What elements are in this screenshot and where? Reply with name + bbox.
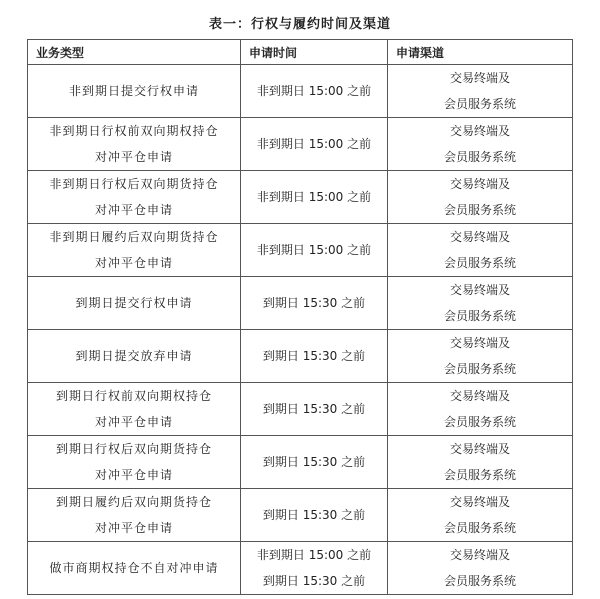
header-row: [28, 40, 573, 65]
application-time-line: 非到期日 15:00 之前: [256, 243, 372, 257]
business-type-cell: [28, 277, 241, 330]
table-row: [28, 277, 573, 330]
application-channel-line: 会员服务系统: [443, 574, 516, 588]
rights-exercise-table: [27, 39, 573, 595]
application-channel-line: 交易终端及: [449, 336, 510, 350]
application-channel-cell: [388, 436, 573, 489]
application-time-cell: [241, 436, 388, 489]
table-row: [28, 542, 573, 595]
application-time-cell: [241, 330, 388, 383]
application-time-cell: [241, 542, 388, 595]
business-type-line: 到期日行权前双向期权持仓: [55, 389, 212, 403]
table-body: [28, 65, 573, 595]
application-time-cell: [241, 489, 388, 542]
business-type-line: 非到期日履约后双向期货持仓: [49, 230, 219, 244]
table-row: [28, 171, 573, 224]
business-type-line: 做市商期权持仓不自对冲申请: [49, 561, 219, 575]
application-channel-line: 交易终端及: [449, 230, 510, 244]
application-time-line: 到期日 15:30 之前: [262, 508, 366, 522]
application-time-line: 到期日 15:30 之前: [262, 349, 366, 363]
column-header-business-type: 业务类型: [28, 40, 241, 65]
business-type-cell: [28, 330, 241, 383]
business-type-cell: [28, 118, 241, 171]
application-channel-cell: [388, 330, 573, 383]
application-time-line: 到期日 15:30 之前: [262, 455, 366, 469]
business-type-cell: [28, 171, 241, 224]
application-channel-line: 交易终端及: [449, 177, 510, 191]
application-channel-cell: [388, 383, 573, 436]
column-header-application-time: 申请时间: [241, 40, 388, 65]
business-type-line: 非到期日行权后双向期货持仓: [49, 177, 219, 191]
column-header-application-channel: 申请渠道: [388, 40, 573, 65]
business-type-cell: [28, 542, 241, 595]
application-channel-line: 会员服务系统: [443, 468, 516, 482]
application-channel-line: 会员服务系统: [443, 362, 516, 376]
table-row: [28, 118, 573, 171]
application-time-cell: [241, 224, 388, 277]
table-row: [28, 436, 573, 489]
business-type-line: 到期日提交放弃申请: [75, 349, 193, 363]
application-time-cell: [241, 65, 388, 118]
application-channel-line: 会员服务系统: [443, 97, 516, 111]
application-time-line: 非到期日 15:00 之前: [256, 84, 372, 98]
application-time-cell: [241, 171, 388, 224]
application-channel-cell: [388, 542, 573, 595]
application-channel-cell: [388, 65, 573, 118]
application-channel-cell: [388, 118, 573, 171]
application-time-cell: [241, 118, 388, 171]
business-type-line: 到期日履约后双向期货持仓: [55, 495, 212, 509]
table-title: 表一：行权与履约时间及渠道: [208, 17, 391, 32]
application-channel-line: 交易终端及: [449, 548, 510, 562]
application-time-line: 到期日 15:30 之前: [262, 402, 366, 416]
application-time-line: 非到期日 15:00 之前: [256, 548, 372, 562]
table-row: [28, 65, 573, 118]
application-time-cell: [241, 383, 388, 436]
application-channel-cell: [388, 224, 573, 277]
application-channel-cell: [388, 171, 573, 224]
application-channel-line: 会员服务系统: [443, 309, 516, 323]
application-channel-line: 交易终端及: [449, 124, 510, 138]
application-time-line: 非到期日 15:00 之前: [256, 137, 372, 151]
application-channel-cell: [388, 489, 573, 542]
table-row: [28, 330, 573, 383]
application-channel-line: 会员服务系统: [443, 203, 516, 217]
business-type-cell: [28, 383, 241, 436]
application-time-line: 非到期日 15:00 之前: [256, 190, 372, 204]
table-row: [28, 383, 573, 436]
business-type-line: 非到期日行权前双向期权持仓: [49, 124, 219, 138]
application-time-line: 到期日 15:30 之前: [262, 574, 366, 588]
business-type-line: 非到期日提交行权申请: [68, 84, 199, 98]
business-type-cell: [28, 224, 241, 277]
business-type-cell: [28, 489, 241, 542]
application-channel-cell: [388, 277, 573, 330]
application-channel-line: 交易终端及: [449, 71, 510, 85]
business-type-line: 对冲平仓申请: [94, 468, 173, 482]
business-type-cell: [28, 65, 241, 118]
business-type-cell: [28, 436, 241, 489]
table-row: [28, 224, 573, 277]
business-type-line: 对冲平仓申请: [94, 150, 173, 164]
business-type-line: 对冲平仓申请: [94, 256, 173, 270]
business-type-line: 对冲平仓申请: [94, 521, 173, 535]
application-channel-line: 会员服务系统: [443, 256, 516, 270]
business-type-line: 对冲平仓申请: [94, 415, 173, 429]
application-channel-line: 会员服务系统: [443, 415, 516, 429]
application-channel-line: 交易终端及: [449, 283, 510, 297]
application-time-cell: [241, 277, 388, 330]
application-time-line: 到期日 15:30 之前: [262, 296, 366, 310]
table-row: [28, 489, 573, 542]
application-channel-line: 会员服务系统: [443, 521, 516, 535]
application-channel-line: 交易终端及: [449, 442, 510, 456]
application-channel-line: 交易终端及: [449, 495, 510, 509]
business-type-line: 到期日行权后双向期货持仓: [55, 442, 212, 456]
business-type-line: 对冲平仓申请: [94, 203, 173, 217]
application-channel-line: 交易终端及: [449, 389, 510, 403]
business-type-line: 到期日提交行权申请: [75, 296, 193, 310]
application-channel-line: 会员服务系统: [443, 150, 516, 164]
